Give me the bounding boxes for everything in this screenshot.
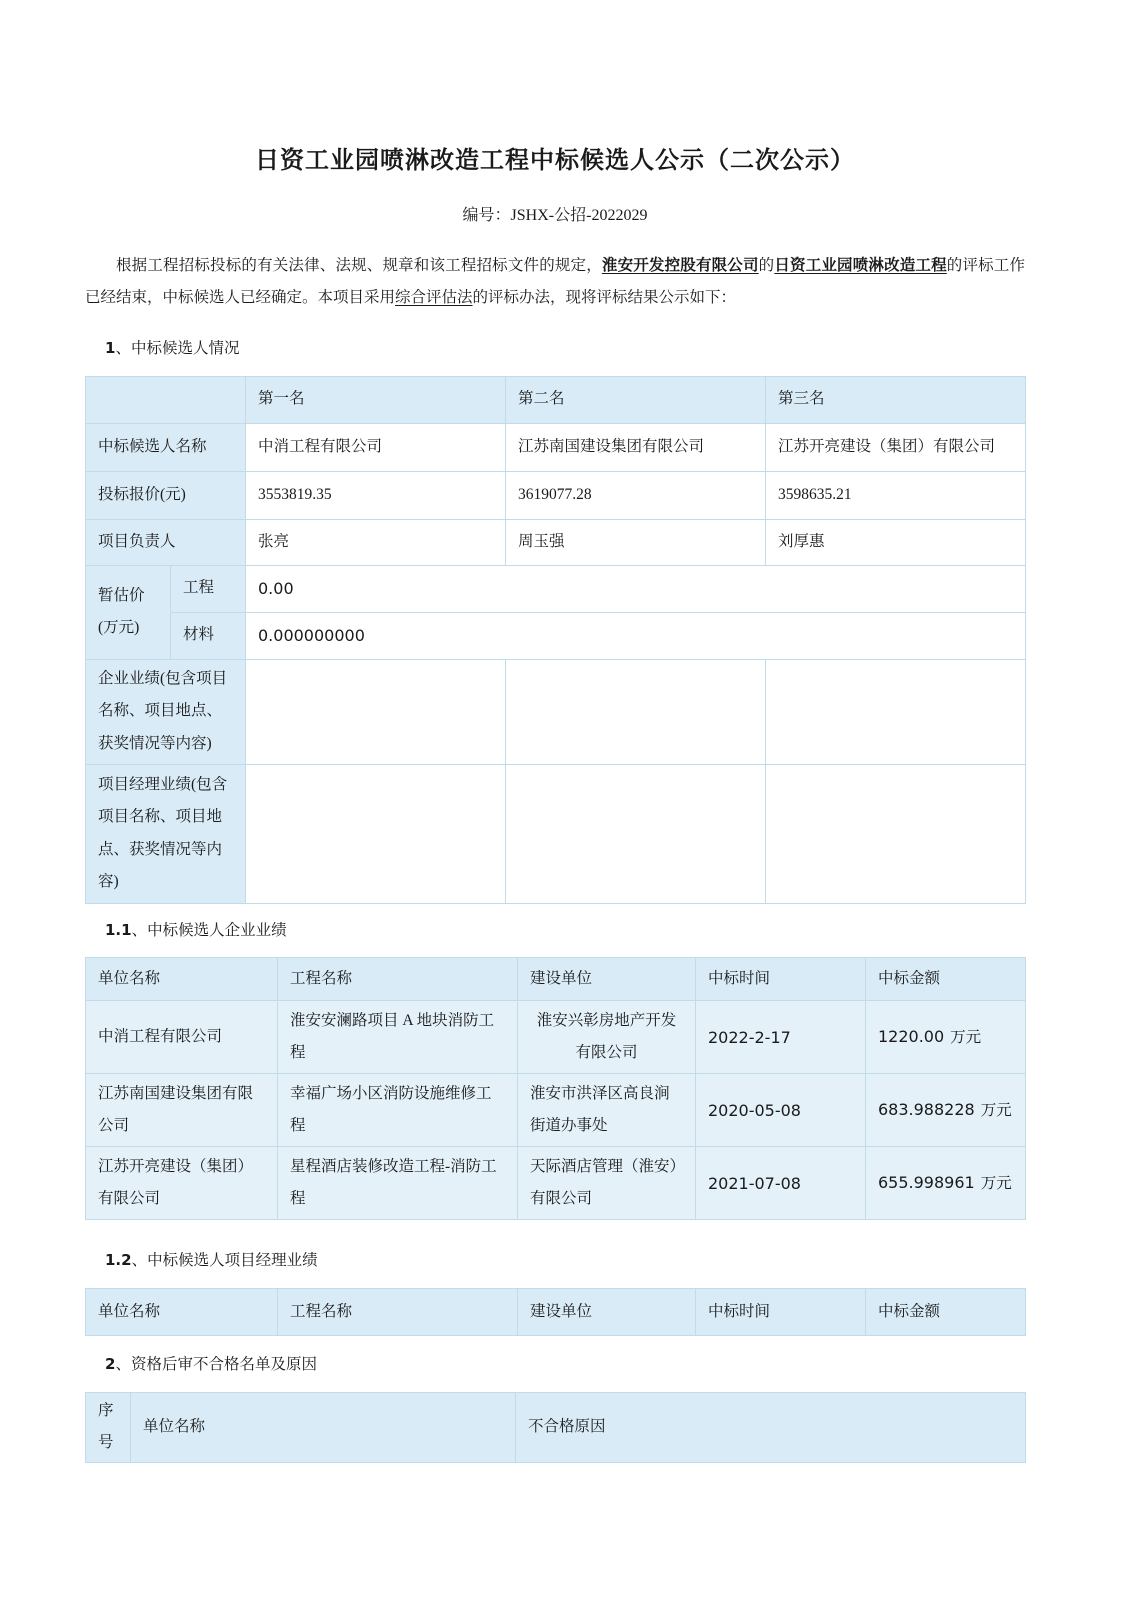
header-cell-unit: 单位名称 (86, 958, 278, 1001)
project-name: 日资工业园喷淋改造工程 (774, 256, 947, 274)
cell-date: 2020-05-08 (696, 1074, 866, 1147)
notice-document (85, 0, 1025, 1463)
project-manager-row (86, 519, 1026, 565)
table-header-row (86, 376, 1026, 423)
intro-paragraph (85, 250, 1025, 314)
header-cell-date: 中标时间 (696, 1289, 866, 1336)
header-cell-project: 工程名称 (278, 1289, 518, 1336)
section-2-heading (105, 1354, 1025, 1376)
header-cell-rank2: 第二名 (506, 376, 766, 423)
provisional-label-line2: (万元) (98, 619, 140, 637)
table-header-row (86, 1392, 1026, 1462)
amount-value: 655.998961 (878, 1173, 975, 1193)
section-separator: 、 (131, 921, 148, 939)
cell-project: 星程酒店装修改造工程-消防工程 (278, 1147, 518, 1220)
header-cell-project: 工程名称 (278, 958, 518, 1001)
intro-text-3: 的评标工作已经结束，中标候选人已经确定。本项目采用 (85, 256, 1025, 306)
header-cell-amount: 中标金额 (866, 958, 1026, 1001)
section-1-heading (105, 338, 1025, 360)
section-title: 中标候选人企业业绩 (147, 921, 287, 939)
header-cell-index: 序号 (86, 1392, 131, 1462)
amount-unit: 万元 (950, 1029, 982, 1047)
cell-date: 2021-07-08 (696, 1147, 866, 1220)
cell-empty (506, 764, 766, 903)
cell-price-1: 3553819.35 (246, 471, 506, 519)
cell-candidate-2: 江苏南国建设集团有限公司 (506, 423, 766, 471)
cell-amount (866, 1074, 1026, 1147)
cell-price-3: 3598635.21 (766, 471, 1026, 519)
cell-amount (866, 1001, 1026, 1074)
intro-text-2: 的 (758, 256, 775, 274)
cell-unit: 江苏南国建设集团有限公司 (86, 1074, 278, 1147)
cell-project: 淮安安澜路项目 A 地块消防工程 (278, 1001, 518, 1074)
row-label: 项目负责人 (86, 519, 246, 565)
cell-empty (766, 659, 1026, 764)
provisional-engineering-row (86, 565, 1026, 612)
section-title: 资格后审不合格名单及原因 (130, 1356, 317, 1374)
table-row (86, 1147, 1026, 1220)
cell-owner: 淮安兴彰房地产开发有限公司 (518, 1001, 696, 1074)
cell-candidate-1: 中消工程有限公司 (246, 423, 506, 471)
row-label: 企业业绩(包含项目名称、项目地点、获奖情况等内容) (86, 659, 246, 764)
table-row (86, 1001, 1026, 1074)
row-label: 中标候选人名称 (86, 423, 246, 471)
cell-manager-1: 张亮 (246, 519, 506, 565)
cell-engineering-value: 0.00 (246, 565, 1026, 612)
candidates-table (85, 376, 1026, 904)
amount-unit: 万元 (980, 1102, 1012, 1120)
doc-number: 编号：JSHX-公招-2022029 (462, 207, 648, 225)
manager-performance-table (85, 1288, 1026, 1336)
header-cell-date: 中标时间 (696, 958, 866, 1001)
table-row (86, 1074, 1026, 1147)
header-cell-rank1: 第一名 (246, 376, 506, 423)
section-separator: 、 (131, 1252, 148, 1270)
sub-label-material: 材料 (171, 612, 246, 659)
header-cell-unit: 单位名称 (131, 1392, 516, 1462)
header-cell-rank3: 第三名 (766, 376, 1026, 423)
cell-empty (506, 659, 766, 764)
section-separator: 、 (115, 340, 131, 358)
cell-empty (246, 764, 506, 903)
cell-unit: 中消工程有限公司 (86, 1001, 278, 1074)
header-cell-unit: 单位名称 (86, 1289, 278, 1336)
header-cell-owner: 建设单位 (518, 958, 696, 1001)
cell-price-2: 3619077.28 (506, 471, 766, 519)
section-number: 1.1 (105, 920, 132, 939)
bid-price-row (86, 471, 1026, 519)
cell-manager-2: 周玉强 (506, 519, 766, 565)
provisional-price-label (86, 565, 171, 659)
section-1-1-heading (105, 920, 1025, 942)
sub-label-engineering: 工程 (171, 565, 246, 612)
amount-unit: 万元 (980, 1175, 1012, 1193)
header-cell-reason: 不合格原因 (516, 1392, 1026, 1462)
provisional-material-row (86, 612, 1026, 659)
section-number: 1.2 (105, 1251, 132, 1270)
evaluation-method: 综合评估法 (395, 288, 473, 306)
disqualified-table (85, 1392, 1026, 1463)
cell-amount (866, 1147, 1026, 1220)
cell-material-value: 0.000000000 (246, 612, 1026, 659)
cell-manager-3: 刘厚惠 (766, 519, 1026, 565)
table-header-row (86, 1289, 1026, 1336)
row-label: 项目经理业绩(包含项目名称、项目地点、获奖情况等内容) (86, 764, 246, 903)
section-title: 中标候选人情况 (130, 340, 240, 358)
section-number: 1 (105, 339, 116, 358)
cell-owner: 天际酒店管理（淮安）有限公司 (518, 1147, 696, 1220)
section-1-2-heading (105, 1250, 1025, 1272)
cell-unit: 江苏开亮建设（集团）有限公司 (86, 1147, 278, 1220)
company-performance-row (86, 659, 1026, 764)
cell-empty (246, 659, 506, 764)
table-header-row (86, 958, 1026, 1001)
intro-text-1: 根据工程招标投标的有关法律、法规、规章和该工程招标文件的规定， (116, 256, 602, 274)
cell-date: 2022-2-17 (696, 1001, 866, 1074)
section-title: 中标候选人项目经理业绩 (147, 1252, 318, 1270)
cell-project: 幸福广场小区消防设施维修工程 (278, 1074, 518, 1147)
row-label: 投标报价(元) (86, 471, 246, 519)
manager-performance-row (86, 764, 1026, 903)
header-cell-amount: 中标金额 (866, 1289, 1026, 1336)
cell-empty (766, 764, 1026, 903)
tenderee-name: 淮安开发控股有限公司 (601, 256, 759, 274)
provisional-label-line1: 暂估价 (98, 586, 145, 604)
amount-value: 1220.00 (878, 1027, 945, 1047)
section-number: 2 (105, 1355, 116, 1374)
intro-text-4: 的评标办法，现将评标结果公示如下： (472, 288, 737, 306)
header-cell-empty (86, 376, 246, 423)
section-separator: 、 (115, 1356, 131, 1374)
enterprise-performance-table (85, 957, 1026, 1220)
amount-value: 683.988228 (878, 1100, 975, 1120)
candidate-name-row (86, 423, 1026, 471)
cell-candidate-3: 江苏开亮建设（集团）有限公司 (766, 423, 1026, 471)
cell-owner: 淮安市洪泽区高良涧街道办事处 (518, 1074, 696, 1147)
header-cell-owner: 建设单位 (518, 1289, 696, 1336)
page-title: 日资工业园喷淋改造工程中标候选人公示（二次公示） (255, 148, 855, 174)
